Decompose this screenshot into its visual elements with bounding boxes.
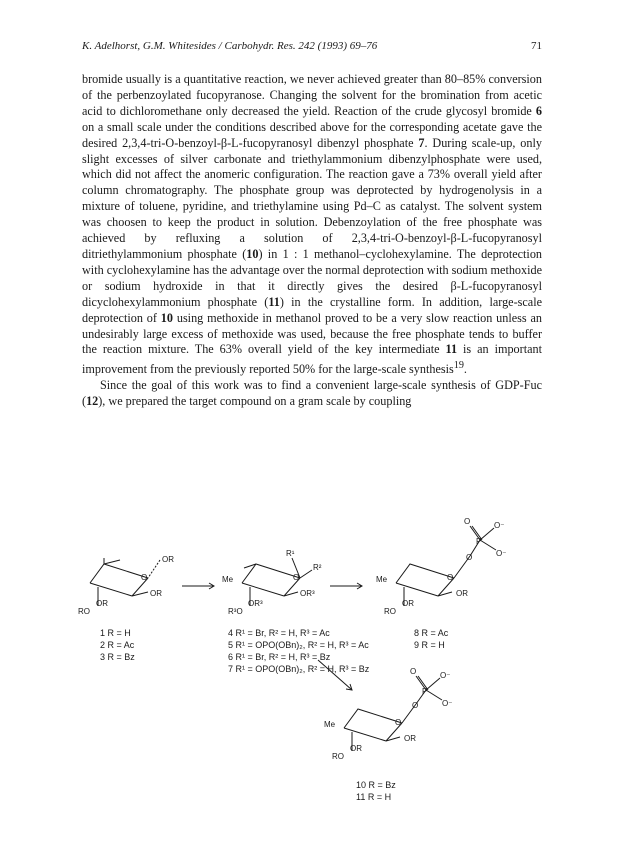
paragraph-2 — [82, 378, 542, 410]
compound-label: 1 R = H — [100, 628, 131, 638]
atom-label: OR — [350, 744, 362, 753]
compound-label: 11 R = H — [356, 792, 392, 802]
compound-ref: 11 — [268, 294, 280, 309]
atom-label: OR — [162, 555, 174, 564]
compound-label: 2 R = Ac — [100, 640, 135, 650]
page-number: 71 — [531, 40, 542, 52]
compound-ref: 11 — [445, 342, 458, 357]
atom-label: OR³ — [300, 589, 315, 598]
atom-label: OR — [456, 589, 468, 598]
compound-list-1-3 — [100, 628, 135, 662]
atom-label: O — [466, 553, 473, 562]
text-run: bromide usually is a quantitative reaction, we never achieved greater than 80–85% conversion of the perbenzoylated fucopyranose. Changing the solvent for the bromination from acetic acid to dichloromethane only decreased the yield. Reaction of the crude glycosyl bromide — [82, 72, 542, 118]
paragraph-1 — [82, 72, 542, 378]
atom-label: O — [447, 573, 454, 582]
compound-list-4-7 — [228, 628, 370, 674]
atom-label: O — [395, 718, 402, 727]
text-run: is an important improvement from the previously reported 50% for the large-scale synthesis — [82, 342, 542, 377]
atom-label: O — [293, 573, 300, 582]
compound-ref: 12 — [86, 394, 99, 409]
atom-label: P — [476, 537, 482, 546]
atom-label: O — [464, 517, 471, 526]
compound-label: 5 R¹ = OPO(OBn)₂, R² = H, R³ = Ac — [228, 640, 369, 650]
atom-label: R¹ — [286, 549, 295, 558]
atom-label: O⁻ — [494, 521, 505, 530]
atom-label: RO — [332, 752, 344, 761]
atom-label: OR — [150, 589, 162, 598]
compound-list-10-11 — [356, 780, 396, 802]
atom-label: RO — [384, 607, 396, 616]
atom-label: O⁻ — [440, 671, 451, 680]
atom-label: OR — [402, 599, 414, 608]
compound-label: 6 R¹ = Br, R² = H, R³ = Bz — [228, 652, 331, 662]
running-title: K. Adelhorst, G.M. Whitesides / Carbohydr. Res. 242 (1993) 69–76 — [82, 40, 378, 52]
atom-label: Me — [376, 575, 388, 584]
atom-label: O — [410, 667, 417, 676]
atom-label: O — [412, 701, 419, 710]
compound-ref: 10 — [160, 310, 173, 325]
compound-ref: 10 — [246, 246, 259, 261]
compound-label: 7 R¹ = OPO(OBn)₂, R² = H, R³ = Bz — [228, 664, 370, 674]
text-run: ), we prepared the target compound on a gram scale by coupling — [98, 394, 412, 409]
compound-label: 3 R = Bz — [100, 652, 135, 662]
compound-label: 4 R¹ = Br, R² = H, R³ = Ac — [228, 628, 330, 638]
atom-label: R² — [313, 563, 322, 572]
scheme-svg — [0, 500, 624, 840]
compound-label: 9 R = H — [414, 640, 445, 650]
atom-label: OR — [404, 734, 416, 743]
atom-label: O — [141, 573, 148, 582]
text-run: . During scale-up, only slight excesses of silver carbonate and triethylammonium dibenzylphosphate were used, which did not affect the anomeric configuration. The reaction gave a 73% overall yield after column chromatography. The phosphate group was deprotected by hydrogenolysis in a mixture of toluene, pyridine, and triethylamine using Pd–C as catalyst. The solvent system was choosen to keep the product in solution. Debenzoylation of the free phosphate was achieved by refluxing a solution of 2,3,4-tri-O-benzoyl-β-L-fucopyranosyl ditriethylammonium phosphate ( — [82, 135, 542, 261]
compound-label: 10 R = Bz — [356, 780, 396, 790]
atom-label: R³O — [228, 607, 243, 616]
atom-label: RO — [78, 607, 90, 616]
text-run: Since the goal of this work was to find a convenient large-scale synthesis of GDP-Fuc ( — [82, 378, 542, 409]
atom-label: O⁻ — [442, 699, 453, 708]
text-run: . — [463, 362, 467, 377]
atom-label: O⁻ — [496, 549, 507, 558]
article-body — [82, 72, 542, 410]
atom-label: OR³ — [248, 599, 263, 608]
running-header — [82, 40, 542, 58]
compound-label: 8 R = Ac — [414, 628, 449, 638]
atom-label: Me — [324, 720, 336, 729]
text-run: on a small scale under the conditions described above for the corresponding acetate gave the desired 2,3,4-tri-O-benzoyl-β-L-fucopyranosyl dibenzyl phosphate — [82, 119, 542, 150]
atom-label: P — [422, 687, 428, 696]
reaction-scheme — [0, 500, 624, 840]
text-run: ) in 1 : 1 methanol–cyclohexylamine. The deprotection with cyclohexylamine has the advantage over the normal deprotection with sodium methoxide or sodium hydroxide in that it directly gives the desired β-L-fucopyranosyl dicyclohexylammonium phosphate ( — [82, 246, 543, 309]
citation-ref: 19 — [453, 360, 464, 372]
atom-label: Me — [222, 575, 234, 584]
text-run: ) in the crystalline form. In addition, large-scale deprotection of — [82, 294, 542, 325]
text-run: using methoxide in methanol proved to be a very slow reaction unless an undesirably large excess of methoxide was used, because the free phosphate tends to buffer the reaction mixture. The 63% overall yield of the key intermediate — [82, 310, 542, 357]
compound-ref: 6 — [535, 103, 542, 118]
compound-ref: 7 — [418, 135, 425, 150]
atom-label: OR — [96, 599, 108, 608]
compound-list-8-9 — [414, 628, 449, 650]
